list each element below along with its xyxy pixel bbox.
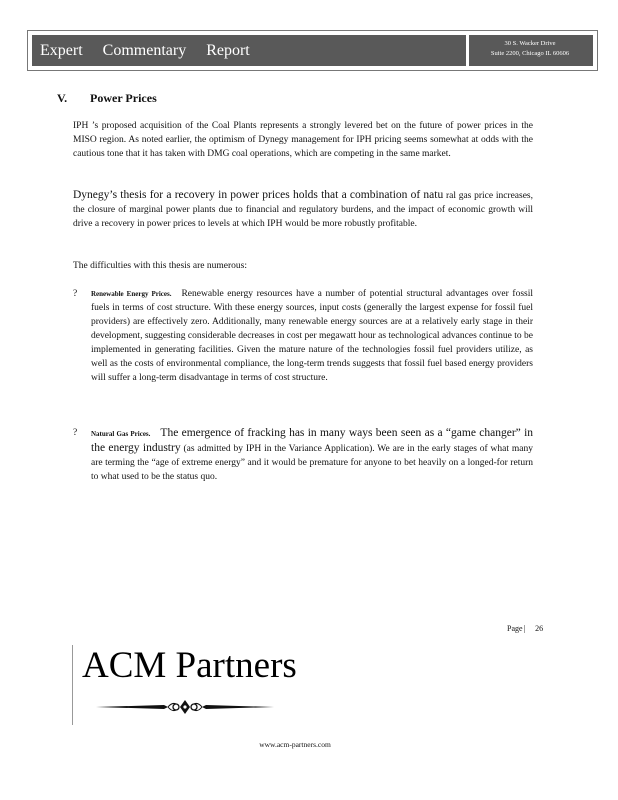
page-label: Page bbox=[507, 624, 523, 633]
thesis-rest: ral gas price increases, the closure of marginal power plants due to financial and regulatory burdens, and the impact of economic growth will drive a recovery in power prices to levels at which IPH would be more robustly profitable. bbox=[73, 191, 534, 229]
website-url[interactable]: www.acm-partners.com bbox=[259, 740, 331, 749]
bullet-text bbox=[91, 426, 533, 484]
section-title: Power Prices bbox=[90, 91, 157, 105]
company-logo: ACM Partners bbox=[82, 645, 297, 686]
paragraph-dynegy-thesis bbox=[73, 188, 533, 231]
footer-divider bbox=[72, 645, 73, 725]
header-bar bbox=[32, 35, 593, 66]
page-number-value: 26 bbox=[535, 624, 544, 633]
header-divider bbox=[466, 35, 469, 66]
section-heading bbox=[57, 91, 157, 106]
bullet-marker: ? bbox=[73, 428, 78, 438]
bullet-label: Natural Gas Prices. bbox=[91, 430, 151, 438]
bullet-body: (as admitted by IPH in the Variance Application). We are in the early stages of what many are terming the “age of extreme energy” and it would be premature for anyone to bet heavily on a longed-for return to what used to be the status quo. bbox=[91, 444, 534, 482]
bullet-label: Renewable Energy Prices. bbox=[91, 290, 172, 298]
paragraph-difficulties: The difficulties with this thesis are numerous: bbox=[73, 261, 247, 271]
address-line-1: 30 S. Wacker Drive bbox=[504, 40, 556, 47]
office-address bbox=[472, 39, 588, 59]
bullet-text bbox=[91, 287, 533, 385]
report-title: Expert Commentary Report bbox=[40, 42, 250, 59]
ornament-icon bbox=[96, 697, 274, 717]
address-line-2: Suite 2200, Chicago IL 60606 bbox=[490, 50, 570, 57]
bullet-body: Renewable energy resources have a number of potential structural advantages over fossil fuels in terms of cost structure. With these energy sources, input costs (generally the largest expense for fossil fuel providers) are effectively zero. Additionally, many renewable energy sources are at a relatively early stage in their development, suggesting considerable decreases in cost per megawatt hour as technological advances continue to be implemented in generating facilities. Given the mature nature of the technologies fossil fuel providers utilize, as well as the costs of environmental compliance, the long-term trends suggests that fossil fuel based energy providers will suffer a long-term disadvantage in terms of cost structure. bbox=[91, 289, 533, 383]
thesis-lead: Dynegy’s thesis for a recovery in power prices holds that a combination of natu bbox=[73, 189, 444, 201]
bullet-marker: ? bbox=[73, 289, 78, 299]
report-header bbox=[27, 30, 598, 71]
section-number: V. bbox=[57, 91, 68, 105]
bullet-lead: The emergence of fracking has in many ways been seen as a “game changer” in the energy industry bbox=[91, 427, 534, 454]
bullet-renewable-energy bbox=[73, 287, 533, 385]
paragraph-acquisition: IPH ’s proposed acquisition of the Coal Plants represents a strongly levered bet on the future of power prices in the MISO region. As noted earlier, the optimism of Dynegy management for IPH pricing seems somewhat at odds with the cautious tone that it has taken with DMG coal operations, which are competing in the same market. bbox=[73, 121, 533, 159]
page-number: Page| 26 bbox=[507, 624, 544, 633]
bullet-natural-gas bbox=[73, 426, 533, 484]
